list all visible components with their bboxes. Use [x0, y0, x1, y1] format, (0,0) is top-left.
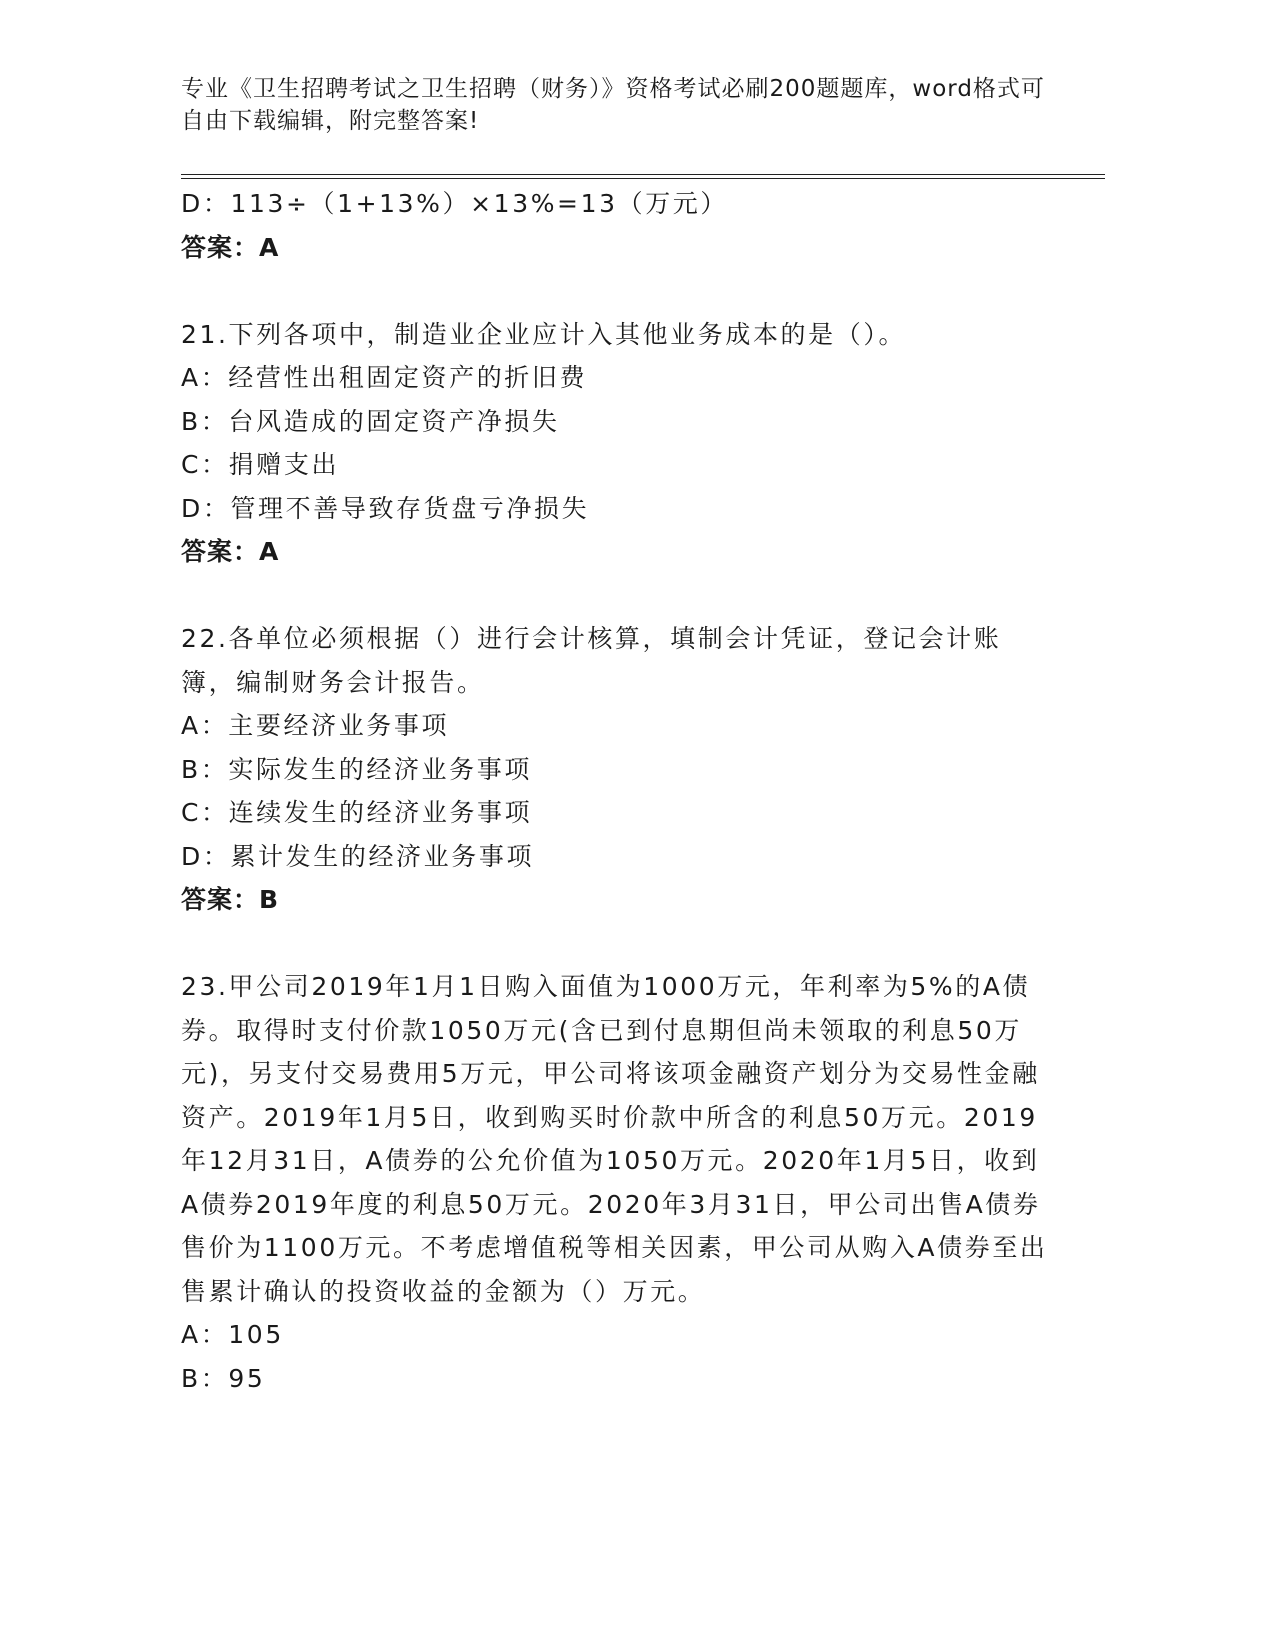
option-a: A：105	[181, 1320, 284, 1349]
spacer	[181, 922, 1051, 966]
option-a: A：经营性出租固定资产的折旧费	[181, 363, 588, 392]
option-b: B：实际发生的经济业务事项	[181, 754, 532, 784]
spacer	[181, 269, 1051, 313]
document-header-title: 专业《卫生招聘考试之卫生招聘（财务）》资格考试必刷200题题库，word格式可自由下载编辑，附完整答案!	[181, 76, 1045, 134]
option-c: C：捐赠支出	[181, 450, 340, 479]
question-22	[181, 617, 1051, 922]
question-stem: 23.甲公司2019年1月1日购入面值为1000万元，年利率为5%的A债券。取得时支付价款1050万元(含已到付息期但尚未领取的利息50万元)，另支付交易费用5万元，甲公司将该项金融资产划分为交易性金融资产。2019年1月5日，收到购买时价款中所含的利息50万元。2019年12月31日，A债券的公允价值为1050万元。2020年1月5日，收到A债券2019年度的利息50万元。2020年3月31日，甲公司出售A债券售价为1100万元。不考虑增值税等相关因素，甲公司从购入A债券至出售累计确认的投资收益的金额为（）万元。	[181, 972, 1048, 1306]
option-b: B：95	[181, 1363, 266, 1393]
question-answer: 答案：A	[181, 537, 280, 566]
option-c: C：连续发生的经济业务事项	[181, 798, 533, 827]
prev-question-option-d: D：113÷（1+13%）×13%=13（万元）	[181, 189, 729, 218]
option-a: A：主要经济业务事项	[181, 711, 450, 740]
document-body	[181, 182, 1051, 1400]
option-b: B：台风造成的固定资产净损失	[181, 406, 560, 436]
question-answer: 答案：B	[181, 885, 280, 914]
prev-question-answer: 答案：A	[181, 232, 280, 262]
header-divider	[181, 174, 1105, 179]
option-d: D：累计发生的经济业务事项	[181, 841, 535, 871]
question-21	[181, 313, 1051, 574]
question-stem: 22.各单位必须根据（）进行会计核算，填制会计凭证，登记会计账簿，编制财务会计报告。	[181, 624, 1002, 697]
spacer	[181, 574, 1051, 618]
question-23	[181, 965, 1051, 1400]
question-stem: 21.下列各项中，制造业企业应计入其他业务成本的是（）。	[181, 319, 907, 349]
option-d: D：管理不善导致存货盘亏净损失	[181, 493, 590, 523]
